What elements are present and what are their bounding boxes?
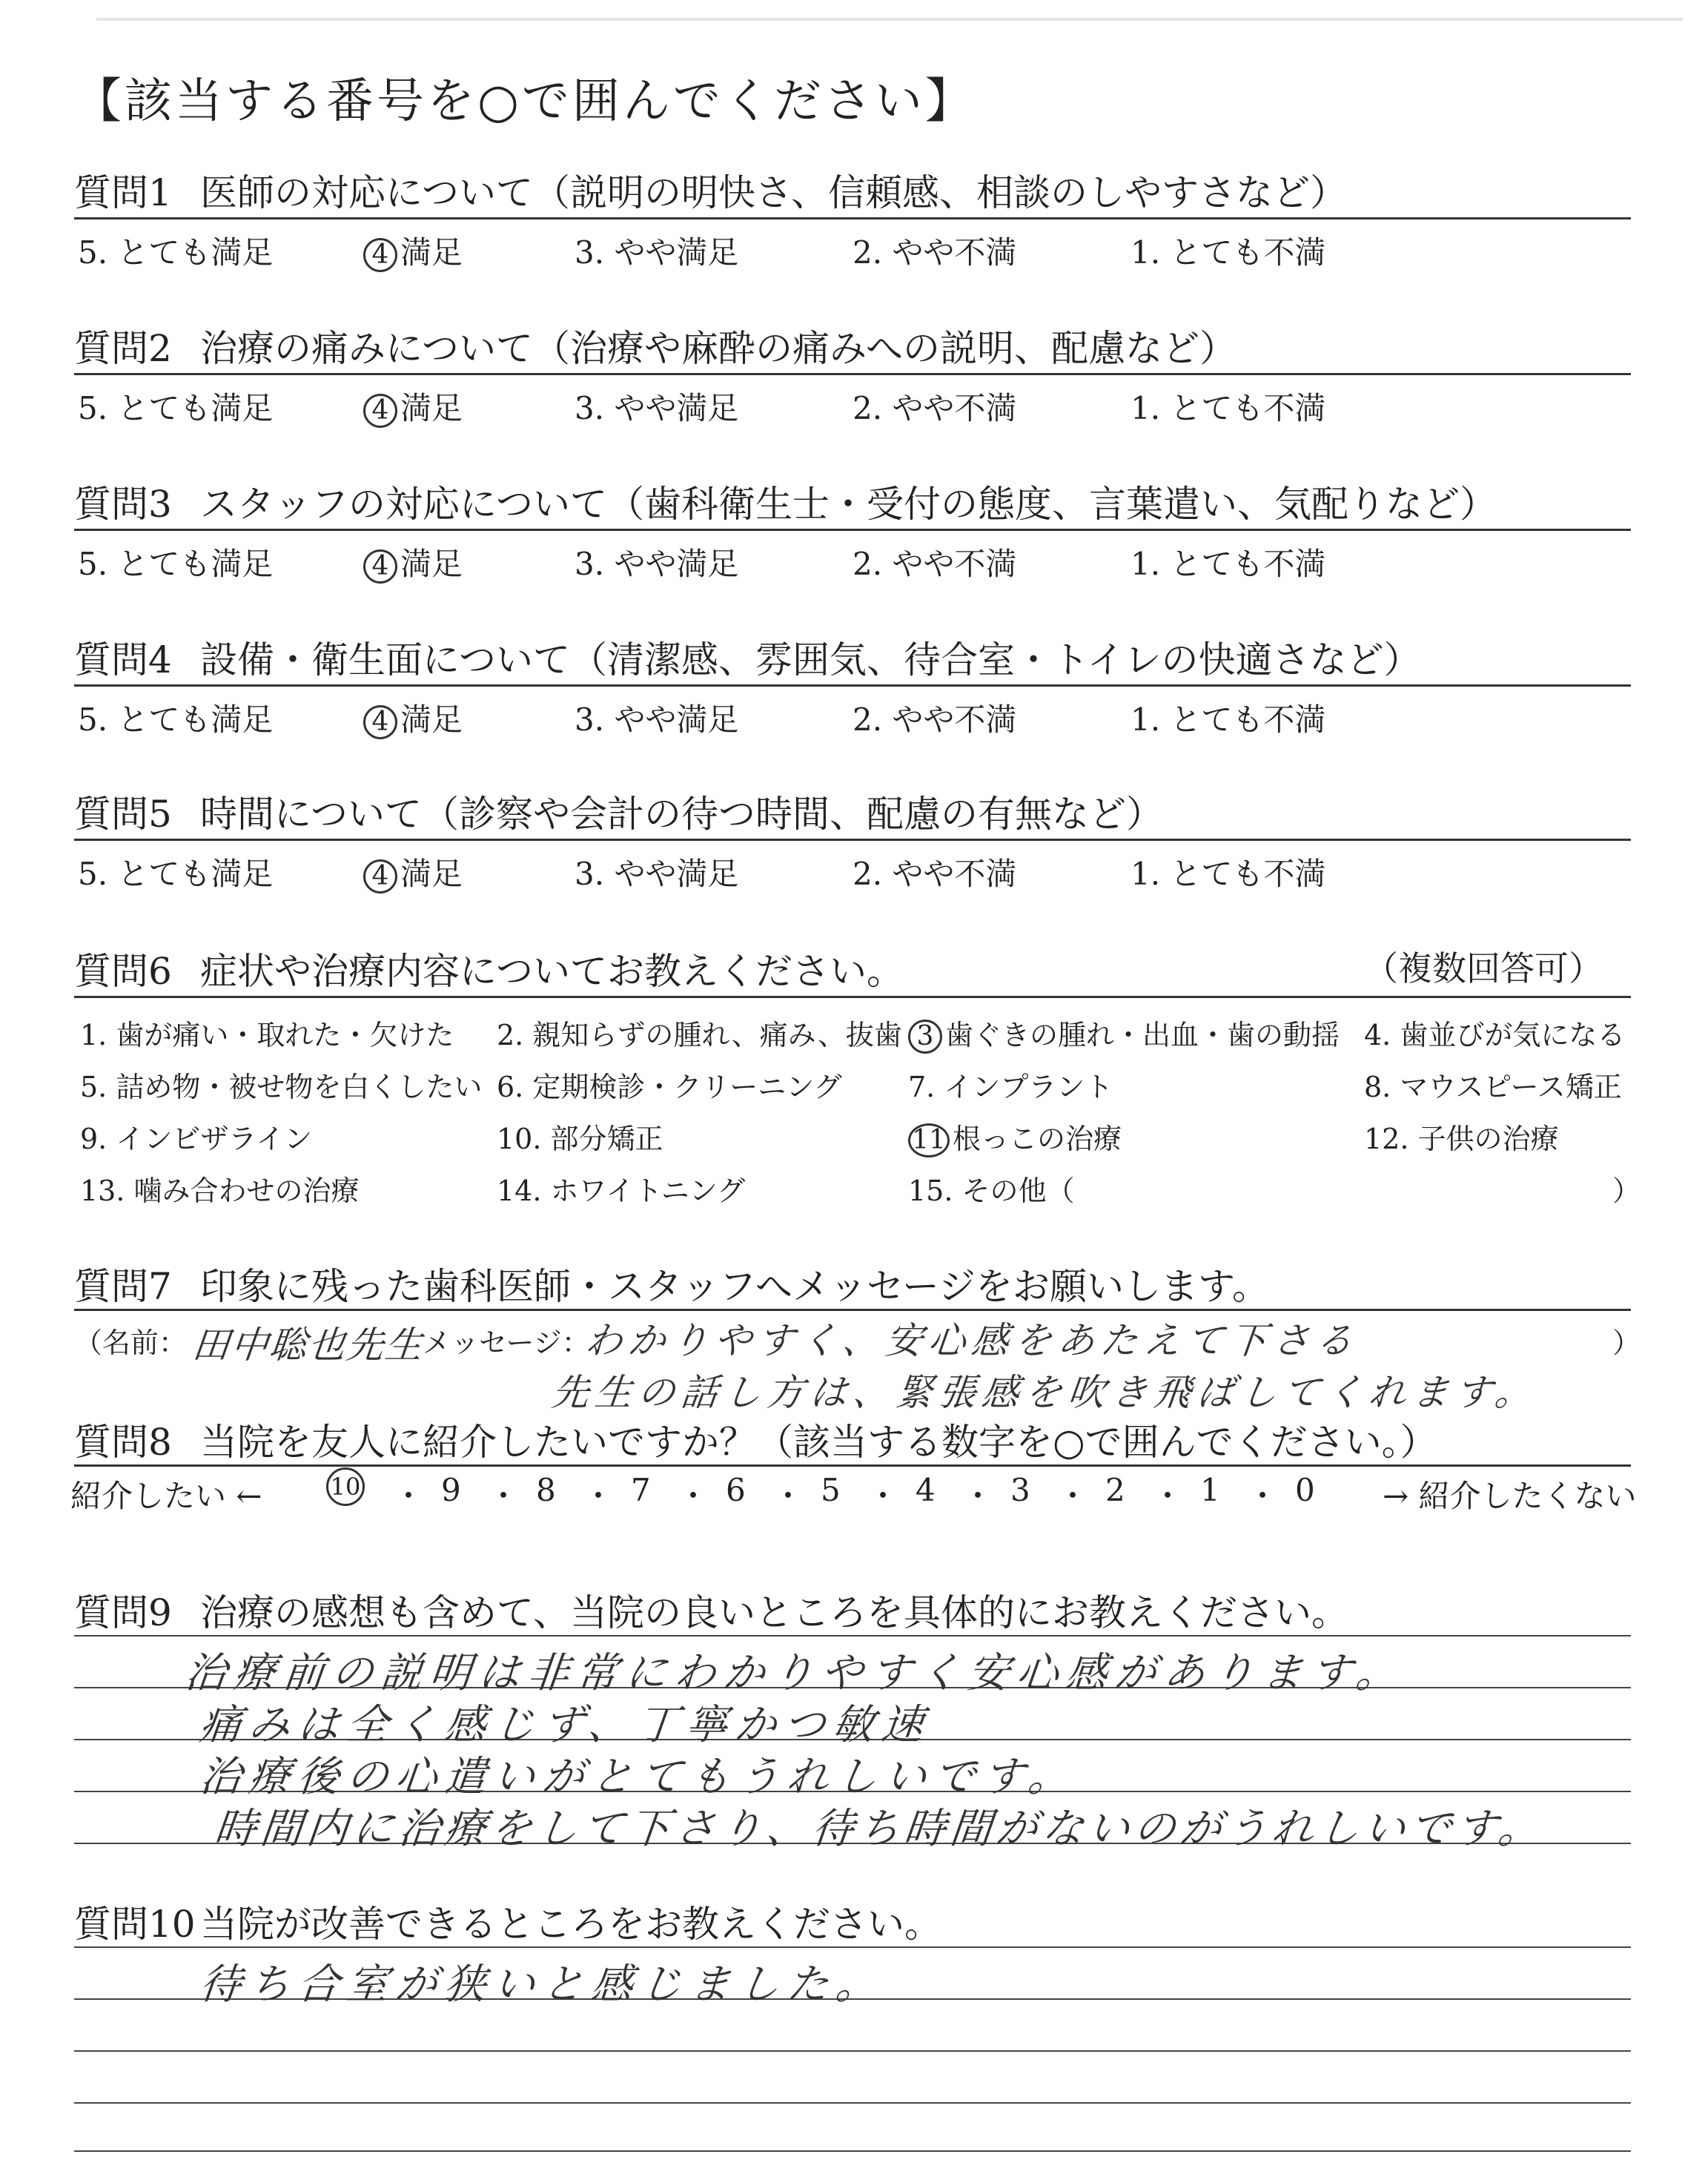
divider: [74, 217, 1631, 219]
symptom-label: 根っこの治療: [953, 1123, 1122, 1155]
rating-5[interactable]: 5. とても満足: [78, 701, 274, 738]
q9-answer-line-4[interactable]: 時間内に治療をして下さり、待ち時間がないのがうれしいです。: [212, 1805, 1547, 1853]
answer-line: [74, 2050, 1631, 2052]
rating-3[interactable]: 3. やや満足: [575, 701, 739, 738]
scale-value-2[interactable]: 2: [1105, 1472, 1125, 1508]
symptom-option[interactable]: 2. 親知らずの腫れ、痛み、抜歯: [497, 1019, 902, 1051]
rating-4-selected[interactable]: [363, 696, 463, 740]
name-label: （名前：: [74, 1327, 188, 1359]
message-close-paren: ）: [1612, 1327, 1641, 1359]
rating-4-label: 満足: [400, 856, 463, 892]
scale-dot: ・: [1152, 1478, 1184, 1514]
symptom-option-selected[interactable]: [908, 1012, 1340, 1054]
staff-name-handwritten[interactable]: 田中聡也先生: [190, 1324, 426, 1367]
rating-2[interactable]: 2. やや不満: [853, 546, 1017, 582]
scale-dot: ・: [1057, 1478, 1089, 1514]
scan-edge: [96, 18, 1683, 21]
scale-value-8[interactable]: 8: [536, 1472, 556, 1508]
scale-value-9[interactable]: 9: [441, 1472, 461, 1508]
selection-circle: 4: [363, 549, 397, 584]
form-heading: 【該当する番号を○で囲んでください】: [74, 74, 976, 129]
rating-1[interactable]: 1. とても不満: [1131, 856, 1326, 892]
answer-line: [74, 2150, 1631, 2152]
scale-dot: ・: [393, 1478, 425, 1514]
rating-2[interactable]: 2. やや不満: [853, 701, 1017, 738]
rating-4-label: 満足: [400, 390, 463, 426]
rating-5[interactable]: 5. とても満足: [78, 856, 274, 892]
scale-value-4[interactable]: 4: [916, 1472, 936, 1508]
multiple-answer-note: （複数回答可）: [1364, 948, 1603, 988]
q9-answer-line-1[interactable]: 治療前の説明は非常にわかりやすく安心感があります。: [182, 1649, 1408, 1697]
scale-dot: ・: [678, 1478, 709, 1514]
question-9: [74, 1583, 1348, 1636]
scale-dot: ・: [772, 1478, 804, 1514]
rating-3[interactable]: 3. やや満足: [575, 546, 739, 582]
divider: [74, 529, 1631, 531]
answer-line: [74, 1635, 1631, 1636]
question-7-text: 印象に残った歯科医師・スタッフへメッセージをお願いします。: [200, 1265, 1269, 1308]
divider: [74, 839, 1631, 841]
symptom-option[interactable]: 12. 子供の治療: [1364, 1123, 1559, 1155]
symptom-option-other[interactable]: 15. その他（: [908, 1175, 1075, 1207]
selection-circle: 4: [363, 238, 397, 272]
question-10-text: 当院が改善できるところをお教えください。: [200, 1903, 941, 1946]
rating-5[interactable]: 5. とても満足: [78, 390, 274, 426]
q9-answer-line-3[interactable]: 治療後の心遣いがとてもうれしいです。: [197, 1753, 1080, 1801]
rating-5[interactable]: 5. とても満足: [78, 546, 274, 582]
scale-right-label: → 紹介したくない: [1383, 1478, 1637, 1514]
scale-dot: ・: [488, 1478, 520, 1514]
symptom-option[interactable]: 5. 詰め物・被せ物を白くしたい: [80, 1071, 483, 1103]
rating-1[interactable]: 1. とても不満: [1131, 390, 1326, 426]
question-5: [74, 785, 1163, 838]
answer-line: [74, 2102, 1631, 2104]
symptom-option[interactable]: 13. 噛み合わせの治療: [80, 1175, 360, 1207]
rating-4-selected[interactable]: [363, 228, 463, 273]
q9-answer-line-2[interactable]: 痛みは全く感じず、丁寧かつ敏速: [197, 1701, 933, 1749]
scale-value-5[interactable]: 5: [821, 1472, 841, 1508]
question-5-number: 質問5: [74, 793, 172, 836]
scale-dot: ・: [1247, 1478, 1279, 1514]
message-line-2-handwritten[interactable]: 先生の話し方は、緊張感を吹き飛ばしてくれます。: [549, 1371, 1540, 1414]
selection-circle: 11: [908, 1123, 950, 1157]
rating-1[interactable]: 1. とても不満: [1131, 701, 1326, 738]
question-2-number: 質問2: [74, 327, 172, 370]
rating-4-label: 満足: [400, 546, 463, 582]
symptom-option[interactable]: 4. 歯並びが気になる: [1364, 1019, 1626, 1051]
question-6-number: 質問6: [74, 950, 172, 993]
symptom-option[interactable]: 7. インプラント: [908, 1071, 1113, 1103]
selection-circle: 10: [326, 1467, 365, 1506]
question-6-text: 症状や治療内容についてお教えください。: [200, 950, 904, 993]
question-3-number: 質問3: [74, 483, 172, 526]
message-label: メッセージ：: [423, 1327, 590, 1359]
scale-value-0[interactable]: 0: [1295, 1472, 1315, 1508]
question-9-text: 治療の感想も含めて、当院の良いところを具体的にお教えください。: [200, 1591, 1348, 1634]
rating-4-selected[interactable]: [363, 384, 463, 429]
symptom-option[interactable]: 1. 歯が痛い・取れた・欠けた: [80, 1019, 454, 1051]
scale-value-7[interactable]: 7: [631, 1472, 651, 1508]
question-5-text: 時間について（診察や会計の待つ時間、配慮の有無など）: [200, 793, 1163, 836]
question-10: [74, 1895, 941, 1948]
symptom-option[interactable]: 14. ホワイトニング: [497, 1175, 746, 1207]
q10-answer-line-1[interactable]: 待ち合室が狭いと感じました。: [197, 1961, 887, 2009]
rating-2[interactable]: 2. やや不満: [853, 390, 1017, 426]
question-4-number: 質問4: [74, 638, 172, 681]
symptom-option[interactable]: 9. インビザライン: [80, 1123, 313, 1155]
question-1-number: 質問1: [74, 171, 172, 214]
question-3: [74, 475, 1497, 528]
scale-dot: ・: [583, 1478, 615, 1514]
divider: [74, 996, 1631, 998]
symptom-option[interactable]: 6. 定期検診・クリーニング: [497, 1071, 842, 1103]
rating-4-label: 満足: [400, 234, 463, 271]
scale-left-label: 紹介したい ←: [70, 1478, 262, 1514]
symptom-option[interactable]: 10. 部分矯正: [497, 1123, 663, 1155]
scale-dot: ・: [867, 1478, 899, 1514]
scale-dot: ・: [962, 1478, 994, 1514]
rating-4-selected[interactable]: [363, 540, 463, 584]
selection-circle: 4: [363, 394, 397, 428]
divider: [74, 373, 1631, 375]
recommend-scale: [70, 1472, 1637, 1514]
rating-2[interactable]: 2. やや不満: [853, 856, 1017, 892]
symptom-label: 歯ぐきの腫れ・出血・歯の動揺: [945, 1019, 1340, 1051]
question-4-text: 設備・衛生面について（清潔感、雰囲気、待合室・トイレの快適さなど）: [200, 638, 1421, 681]
rating-4-label: 満足: [400, 701, 463, 738]
divider: [74, 1464, 1631, 1467]
scale-value-3[interactable]: 3: [1010, 1472, 1030, 1508]
scale-value-6[interactable]: 6: [726, 1472, 746, 1508]
question-3-text: スタッフの対応について（歯科衛生士・受付の態度、言葉遣い、気配りなど）: [200, 483, 1497, 526]
rating-3[interactable]: 3. やや満足: [575, 856, 739, 892]
question-1: [74, 163, 1347, 217]
rating-2[interactable]: 2. やや不満: [853, 234, 1017, 271]
question-8-text: 当院を友人に紹介したいですか？（該当する数字を○で囲んでください。）: [200, 1421, 1437, 1464]
question-4: [74, 630, 1421, 684]
symptom-option-selected[interactable]: [908, 1116, 1122, 1157]
symptom-option[interactable]: 8. マウスピース矯正: [1364, 1071, 1622, 1103]
divider: [74, 684, 1631, 687]
selection-circle: 4: [363, 859, 397, 894]
answer-line: [74, 1946, 1631, 1948]
question-8-number: 質問8: [74, 1421, 172, 1464]
rating-1[interactable]: 1. とても不満: [1131, 546, 1326, 582]
question-6: [74, 942, 904, 995]
question-7-number: 質問7: [74, 1265, 172, 1308]
rating-3[interactable]: 3. やや満足: [575, 234, 739, 271]
rating-4-selected[interactable]: [363, 850, 463, 894]
question-1-text: 医師の対応について（説明の明快さ、信頼感、相談のしやすさなど）: [200, 171, 1347, 214]
message-line-1-handwritten[interactable]: わかりやすく、安心感をあたえて下さる: [583, 1319, 1361, 1362]
rating-5[interactable]: 5. とても満足: [78, 234, 274, 271]
question-10-number: 質問10: [74, 1903, 196, 1946]
selection-circle: 3: [908, 1020, 942, 1054]
rating-3[interactable]: 3. やや満足: [575, 390, 739, 426]
question-2: [74, 319, 1237, 372]
question-2-text: 治療の痛みについて（治療や麻酔の痛みへの説明、配慮など）: [200, 327, 1237, 370]
question-9-number: 質問9: [74, 1591, 172, 1634]
rating-1[interactable]: 1. とても不満: [1131, 234, 1326, 271]
other-close-paren: ）: [1612, 1175, 1641, 1207]
question-8: [74, 1413, 1437, 1466]
scale-value-1[interactable]: 1: [1200, 1472, 1220, 1508]
selection-circle: 4: [363, 705, 397, 739]
question-7: [74, 1257, 1269, 1310]
